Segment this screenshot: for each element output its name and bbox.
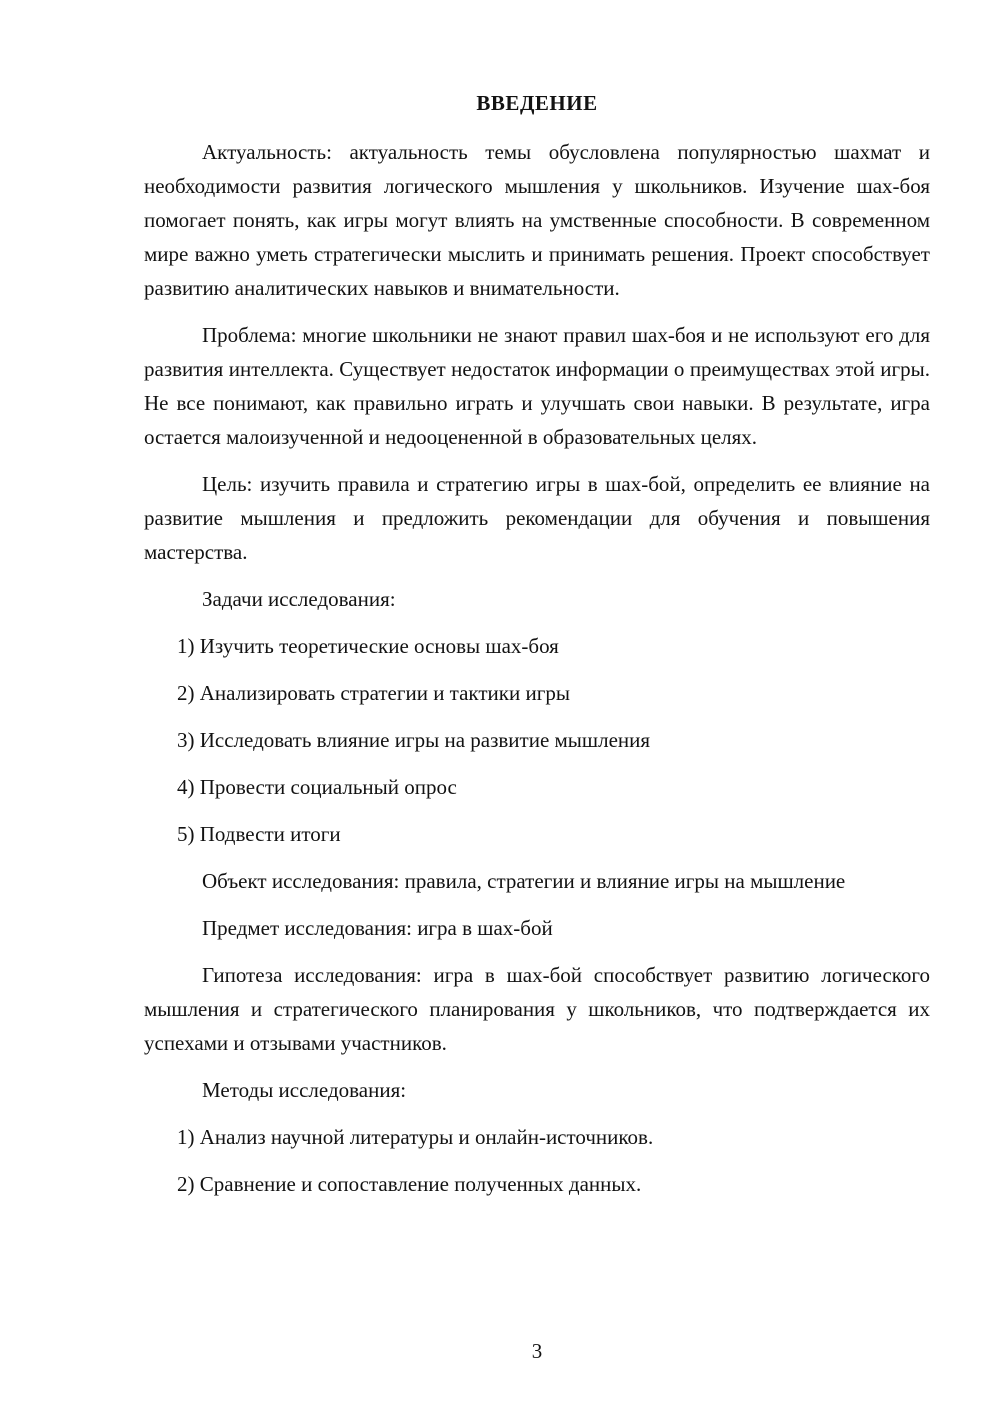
page-title: ВВЕДЕНИЕ: [476, 91, 598, 115]
methods-heading: Методы исследования:: [202, 1078, 407, 1102]
task-item-3: 3) Исследовать влияние игры на развитие мышления: [177, 728, 651, 752]
tasks-heading: Задачи исследования:: [202, 587, 396, 611]
paragraph-subject: Предмет исследования: игра в шах-бой: [202, 916, 553, 940]
method-item-2: 2) Сравнение и сопоставление полученных данных.: [177, 1172, 642, 1196]
task-item-5: 5) Подвести итоги: [177, 822, 341, 846]
task-item-1: 1) Изучить теоретические основы шах-боя: [177, 634, 559, 658]
paragraph-relevance: Актуальность: актуальность темы обусловлена популярностью шахмат и необходимости развития логического мышления у школьников. Изучение шах-боя помогает понять, как игры могут влиять на умственные способности. В современном мире важно уметь стратегически мыслить и принимать решения. Проект способствует развитию аналитических навыков и внимательности.: [144, 140, 930, 300]
task-item-4: 4) Провести социальный опрос: [177, 775, 457, 799]
task-item-2: 2) Анализировать стратегии и тактики игры: [177, 681, 570, 705]
paragraph-hypothesis: Гипотеза исследования: игра в шах-бой способствует развитию логического мышления и стратегического планирования у школьников, что подтверждается их успехами и отзывами участников.: [144, 963, 930, 1055]
method-item-1: 1) Анализ научной литературы и онлайн-источников.: [177, 1125, 654, 1149]
paragraph-problem: Проблема: многие школьники не знают правил шах-боя и не используют его для развития интеллекта. Существует недостаток информации о преимуществах этой игры. Не все понимают, как правильно играть и улучшать свои навыки. В результате, игра остается малоизученной и недооцененной в образовательных целях.: [144, 323, 930, 449]
paragraph-object: Объект исследования: правила, стратегии и влияние игры на мышление: [202, 869, 846, 893]
paragraph-goal: Цель: изучить правила и стратегию игры в шах-бой, определить ее влияние на развитие мышления и предложить рекомендации для обучения и повышения мастерства.: [144, 472, 930, 564]
page-number: 3: [531, 1339, 543, 1363]
